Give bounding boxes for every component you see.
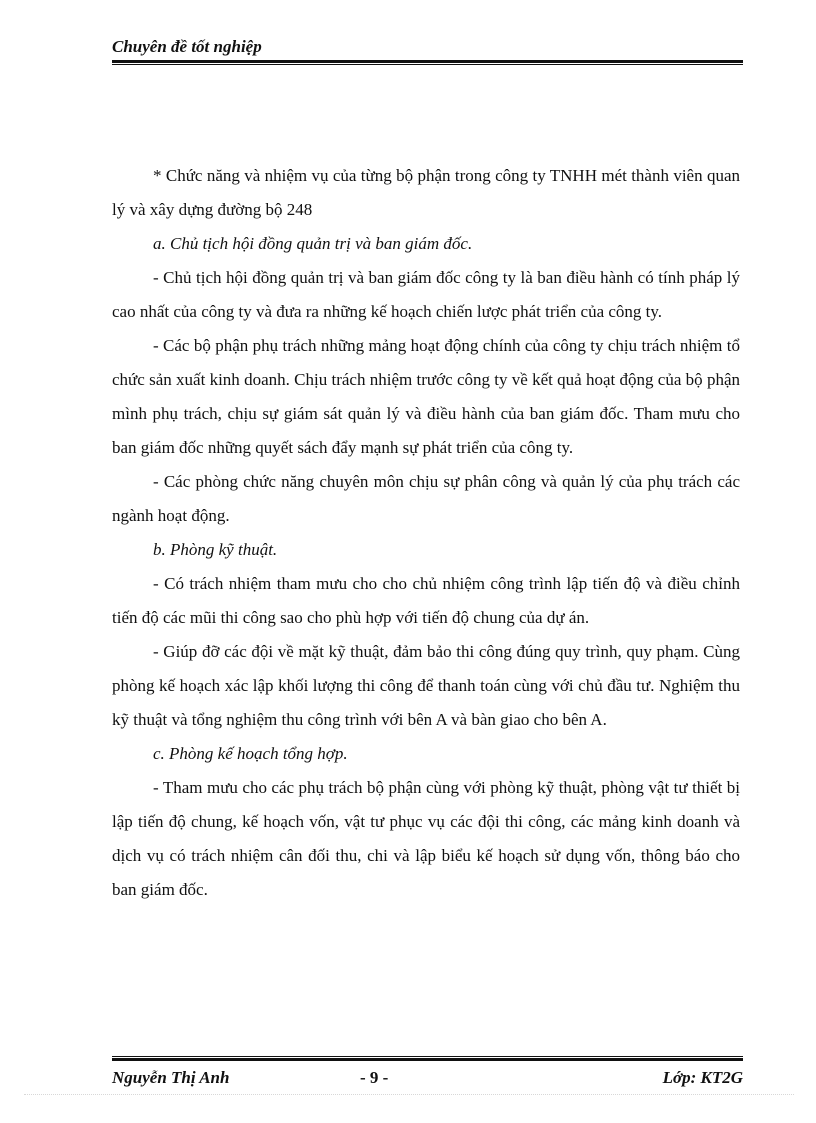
paragraph-a-2: - Các bộ phận phụ trách những mảng hoạt động chính của công ty chịu trách nhiệm tổ chức sản xuất kinh doanh. Chịu trách nhiệm trước công ty về kết quả hoạt động của bộ phận mình phụ trách, chịu sự giám sát quản lý và điều hành của ban giám đốc. Tham mưu cho ban giám đốc những quyết sách đẩy mạnh sự phát triển của công ty. xyxy=(112,336,740,457)
document-body xyxy=(112,159,740,907)
paragraph-a-1: - Chủ tịch hội đồng quản trị và ban giám đốc công ty là ban điều hành có tính pháp lý cao nhất của công ty và đưa ra những kế hoạch chiến lược phát triển của công ty. xyxy=(112,268,740,321)
footer-page-number: - 9 - xyxy=(360,1068,389,1087)
section-heading-a: a. Chủ tịch hội đồng quản trị và ban giám đốc. xyxy=(153,234,473,253)
section-heading-c: c. Phòng kế hoạch tổng hợp. xyxy=(153,744,348,763)
page-bottom-dotted-line xyxy=(24,1094,794,1095)
footer-class-label: Lớp: KT2G xyxy=(662,1068,743,1087)
paragraph-a-3: - Các phòng chức năng chuyên môn chịu sự phân công và quản lý của phụ trách các ngành hoạt động. xyxy=(112,472,740,525)
paragraph-b-2: - Giúp đỡ các đội về mặt kỹ thuật, đảm bảo thi công đúng quy trình, quy phạm. Cùng phòng kế hoạch xác lập khối lượng thi công để thanh toán cùng với chủ đầu tư. Nghiệm thu kỹ thuật và tổng nghiệm thu công trình với bên A và bàn giao cho bên A. xyxy=(112,642,740,729)
footer-row xyxy=(112,1066,743,1090)
page-footer xyxy=(112,1056,743,1090)
paragraph-b-1: - Có trách nhiệm tham mưu cho cho chủ nhiệm công trình lập tiến độ và điều chỉnh tiến độ các mũi thi công sao cho phù hợp với tiến độ chung của dự án. xyxy=(112,574,740,627)
paragraph-c-1: - Tham mưu cho các phụ trách bộ phận cùng với phòng kỹ thuật, phòng vật tư thiết bị lập tiến độ chung, kế hoạch vốn, vật tư phục vụ các đội thi công, các mảng kinh doanh và dịch vụ có trách nhiệm cân đối thu, chi và lập biểu kế hoạch sử dụng vốn, thông báo cho ban giám đốc. xyxy=(112,778,740,899)
header-rule xyxy=(112,60,743,65)
header-title: Chuyên đề tốt nghiệp xyxy=(112,37,262,56)
page-header xyxy=(112,36,743,65)
footer-author: Nguyễn Thị Anh xyxy=(112,1068,230,1087)
paragraph-intro: * Chức năng và nhiệm vụ của từng bộ phận trong công ty TNHH mét thành viên quan lý và xây dựng đường bộ 248 xyxy=(112,166,740,219)
footer-rule xyxy=(112,1056,743,1061)
section-heading-b: b. Phòng kỹ thuật. xyxy=(153,540,278,559)
